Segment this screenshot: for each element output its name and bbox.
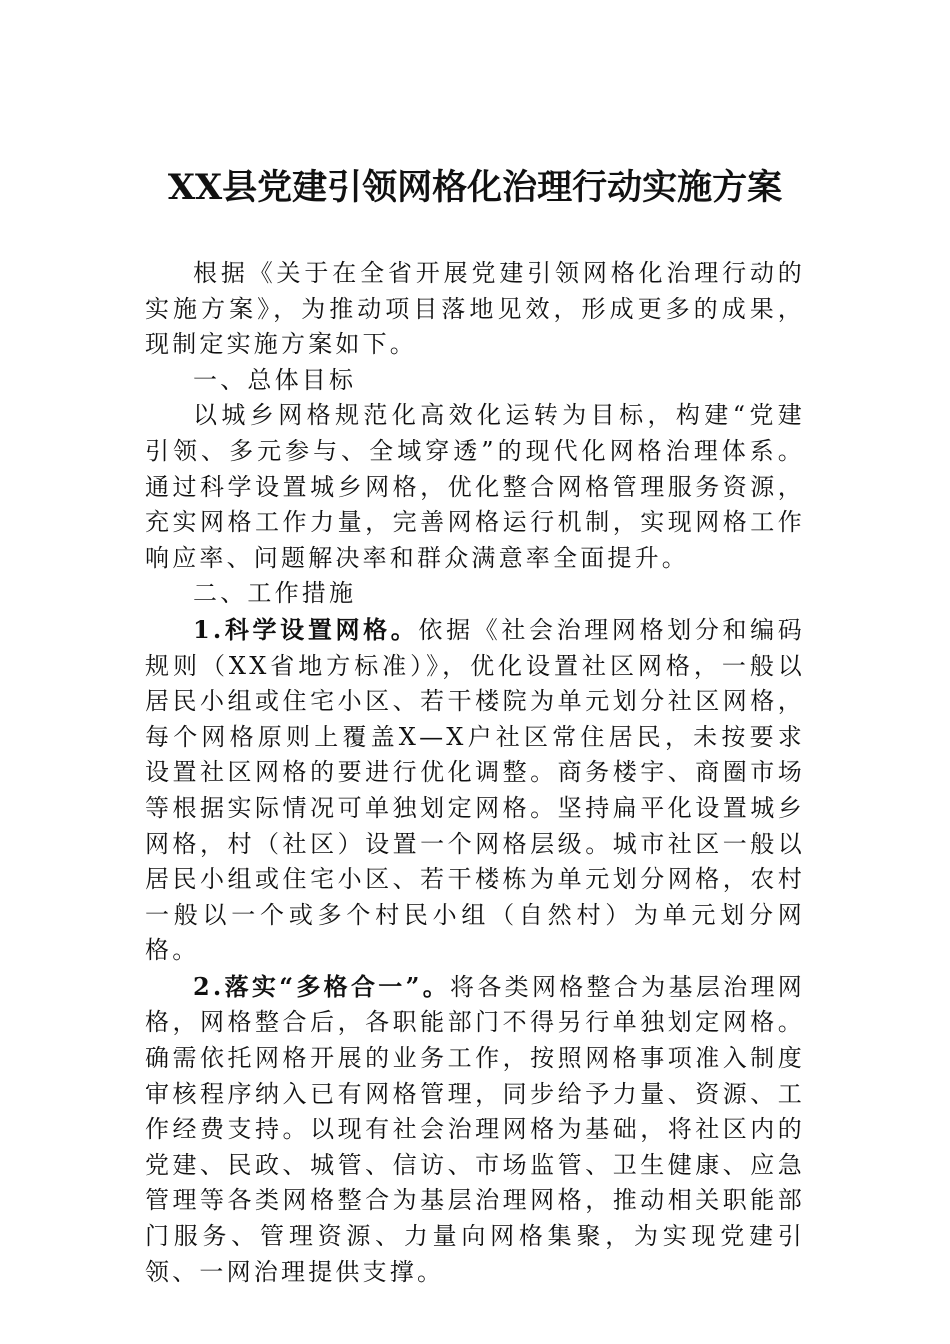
measure-item-1-title: 1.科学设置网格。: [193, 614, 419, 644]
section-heading-goals: 一、总体目标: [193, 365, 357, 394]
measure-item-2: [145, 969, 805, 1290]
measure-item-1: [145, 612, 805, 969]
document-body: [145, 256, 805, 1290]
measure-item-2-text: 将各类网格整合为基层治理网格，网格整合后，各职能部门不得另行单独划定网格。确需依托网格开展的业务工作，按照网格事项准入制度审核程序纳入已有网格管理，同步给予力量、资源、工作经费支持。以现有社会治理网格为基础，将社区内的党建、民政、城管、信访、市场监管、卫生健康、应急管理等各类网格整合为基层治理网格，推动相关职能部门服务、管理资源、力量向网格集聚，为实现党建引领、一网治理提供支撑。: [145, 972, 805, 1286]
measure-item-2-title: 2.落实“多格合一”。: [193, 971, 451, 1001]
measure-item-1-text: 依据《社会治理网格划分和编码规则（XX省地方标准）》，优化设置社区网格，一般以居民小组或住宅小区、若干楼院为单元划分社区网格，每个网格原则上覆盖X—X户社区常住居民，未按要求设置社区网格的要进行优化调整。商务楼宇、商圈市场等根据实际情况可单独划定网格。坚持扁平化设置城乡网格，村（社区）设置一个网格层级。城市社区一般以居民小组或住宅小区、若干楼栋为单元划分网格，农村一般以一个或多个村民小组（自然村）为单元划分网格。: [145, 615, 805, 965]
section-heading-measures: 二、工作措施: [193, 579, 357, 608]
goals-paragraph: 以城乡网格规范化高效化运转为目标，构建“党建引领、多元参与、全域穿透”的现代化网格治理体系。通过科学设置城乡网格，优化整合网格管理服务资源，充实网格工作力量，完善网格运行机制，实现网格工作响应率、问题解决率和群众满意率全面提升。: [145, 401, 805, 572]
document-title: XX县党建引领网格化治理行动实施方案: [167, 167, 783, 208]
intro-paragraph: 根据《关于在全省开展党建引领网格化治理行动的实施方案》，为推动项目落地见效，形成更多的成果，现制定实施方案如下。: [145, 259, 805, 359]
